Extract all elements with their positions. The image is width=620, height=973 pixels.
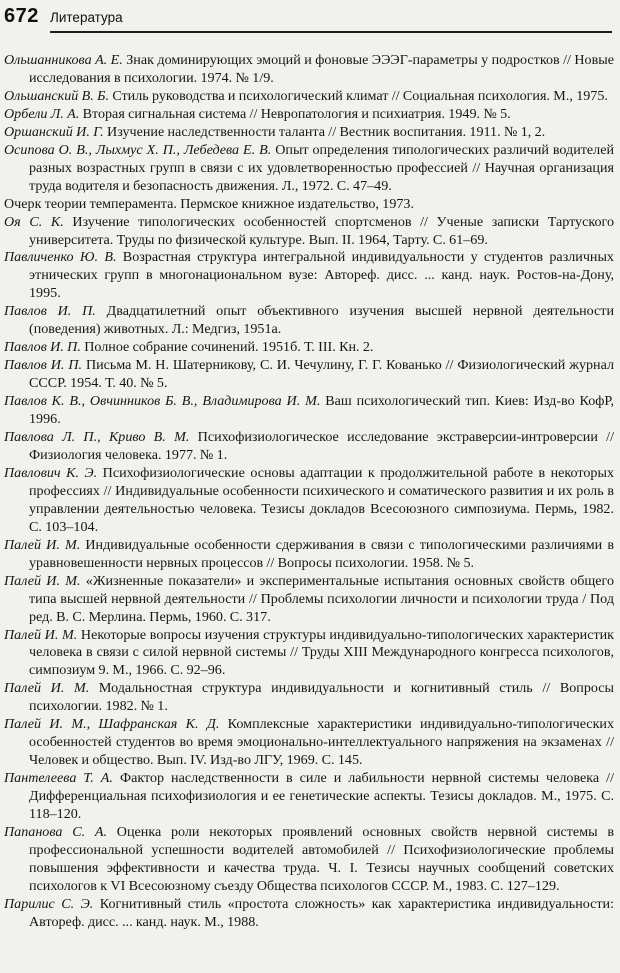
reference-text: Психофизиологические основы адаптации к продолжительной работе в некоторых профессиях // Индивидуальные особенности психического и соматического развития и их роль в управлении деятельностью человека. Тезисы докладов Всесоюзного симпозиума. Пермь, 1982. С. 103–104. — [29, 464, 614, 535]
reference-entry — [4, 573, 614, 627]
reference-text: Двадцатилетний опыт объективного изучения высшей нервной деятельности (поведения) животных. Л.: Медгиз, 1951а. — [29, 303, 615, 338]
reference-entry — [4, 393, 614, 429]
reference-entry — [4, 896, 614, 932]
reference-text: Некоторые вопросы изучения структуры индивидуально-типологических характеристик человека в связи с силой нервной системы // Труды XIII Международного конгресса психологов, симпозиум 9. М., 1966. С. 92–96. — [29, 626, 614, 679]
reference-authors: Ольшанникова А. Е. — [4, 52, 123, 68]
reference-authors: Палей И. М. — [4, 680, 90, 697]
reference-entry — [4, 303, 614, 339]
reference-text: Опыт определения типологических различий водителей разных возрастных групп в связи с их удовлетворенностью профессией // Научная организация труда водителя и безопасность движения. Л., 1972. С. 47–49. — [29, 141, 615, 194]
reference-entry — [4, 537, 614, 573]
bibliography-list — [4, 52, 614, 932]
page-header — [4, 5, 614, 33]
reference-authors: Пантелеева Т. А. — [4, 770, 113, 787]
reference-authors: Оя С. К. — [4, 213, 64, 230]
reference-authors: Павличенко Ю. В. — [4, 249, 117, 266]
reference-entry — [4, 142, 614, 196]
reference-authors: Папанова С. А. — [4, 823, 108, 840]
reference-text: Полное собрание сочинений. 1951б. Т. III. Кн. 2. — [84, 339, 374, 356]
reference-authors: Павлович К. Э. — [4, 464, 98, 481]
running-head-title: Литература — [50, 10, 123, 25]
reference-text: «Жизненные показатели» и экспериментальные испытания основных свойств общего типа высшей нервной деятельности // Проблемы психологии личности и психологии труда / Под ред. В. С. Мерлина. Пермь, 1960. С. 317. — [29, 572, 614, 625]
reference-entry — [4, 106, 614, 124]
reference-text: Индивидуальные особенности сдерживания в связи с типологическими различиями в уравновешенности нервных процессов // Вопросы психологии. 1958. № 5. — [29, 536, 614, 571]
reference-entry — [4, 196, 614, 214]
reference-text: Очерк теории темперамента. Пермское книжное издательство, 1973. — [4, 195, 414, 212]
reference-authors: Осипова О. В., Лыхмус Х. П., Лебедева Е. В. — [4, 141, 272, 158]
reference-text: Когнитивный стиль «простота сложность» как характеристика индивидуальности: Автореф. дисс. ... канд. наук. М., 1988. — [29, 895, 615, 930]
reference-authors: Орбели Л. А. — [4, 105, 80, 122]
reference-entry — [4, 52, 614, 88]
reference-entry — [4, 214, 614, 250]
reference-text: Модальностная структура индивидуальности и когнитивный стиль // Вопросы психологии. 1982. № 1. — [29, 680, 614, 715]
reference-entry — [4, 465, 614, 537]
reference-authors: Палей И. М., Шафранская К. Д. — [4, 716, 220, 733]
reference-text: Изучение типологических особенностей спортсменов // Ученые записки Тартуского университета. Труды по физической культуре. Вып. II. 1964, Тарту. С. 61–69. — [29, 213, 614, 248]
reference-text: Комплексные характеристики индивидуально-типологических особенностей студентов во время эмоционально-интеллектуального напряжения на экзаменах // Человек и общество. Вып. IV. Изд-во ЛГУ, 1969. С. 145. — [29, 716, 615, 769]
reference-text: Знак доминирующих эмоций и фоновые ЭЭЭГ-параметры у подростков // Новые исследования в психологии. 1974. № 1/9. — [29, 52, 614, 86]
page-number: 672 — [4, 5, 39, 27]
reference-text: Психофизиологическое исследование экстраверсии-интроверсии // Физиология человека. 1977. № 1. — [29, 429, 615, 463]
reference-text: Изучение наследственности таланта // Вестник воспитания. 1911. № 1, 2. — [107, 123, 546, 140]
reference-text: Вторая сигнальная система // Невропатология и психиатрия. 1949. № 5. — [82, 105, 511, 122]
reference-entry — [4, 339, 614, 357]
reference-authors: Парилис С. Э. — [4, 895, 94, 912]
reference-authors: Павлов И. П. — [4, 339, 81, 356]
reference-entry — [4, 680, 614, 716]
reference-entry — [4, 429, 614, 465]
reference-entry — [4, 357, 614, 393]
reference-authors: Оршанский И. Г. — [4, 123, 104, 140]
reference-text: Оценка роли некоторых проявлений основных свойств нервной системы в профессиональной успешности водителей автомобилей // Психофизиологические проблемы повышения эффективности и качества труда. Ч. I. Тезисы научных сообщений советских психологов к VI Всесоюзному съезду Общества психологов СССР. М., 1983. С. 127–129. — [29, 823, 614, 894]
reference-entry — [4, 627, 614, 681]
reference-entry — [4, 88, 614, 106]
header-rule — [50, 9, 612, 33]
reference-authors: Палей И. М. — [4, 626, 78, 643]
reference-authors: Палей И. М. — [4, 572, 81, 589]
reference-authors: Ольшанский В. Б. — [4, 87, 109, 104]
reference-authors: Павлов К. В., Овчинников Б. В., Владимирова И. М. — [4, 393, 321, 410]
reference-entry — [4, 716, 614, 770]
reference-text: Письма М. Н. Шатерникову, С. И. Чечулину, Г. Г. Кованько // Физиологический журнал СССР. 1954. Т. 40. № 5. — [29, 357, 614, 392]
reference-authors: Палей И. М. — [4, 536, 81, 553]
reference-authors: Павлова Л. П., Криво В. М. — [4, 429, 190, 446]
reference-text: Возрастная структура интегральной индивидуальности у студентов различных этнических групп в многонациональном вузе: Автореф. дисс. ... канд. наук. Ростов-на-Дону, 1995. — [29, 249, 614, 302]
reference-authors: Павлов И. П. — [4, 357, 83, 374]
reference-text: Фактор наследственности в силе и лабильности нервной системы человека // Дифференциальная психофизиология и ее генетические аспекты. Тезисы докладов. М., 1975. С. 118–120. — [29, 770, 614, 823]
reference-text: Ваш психологический тип. Киев: Изд-во КофР, 1996. — [29, 393, 614, 428]
reference-entry — [4, 770, 614, 824]
reference-authors: Павлов И. П. — [4, 303, 96, 320]
reference-entry — [4, 249, 614, 303]
reference-text: Стиль руководства и психологический климат // Социальная психология. М., 1975. — [112, 87, 608, 104]
reference-entry — [4, 124, 614, 142]
reference-entry — [4, 824, 614, 896]
